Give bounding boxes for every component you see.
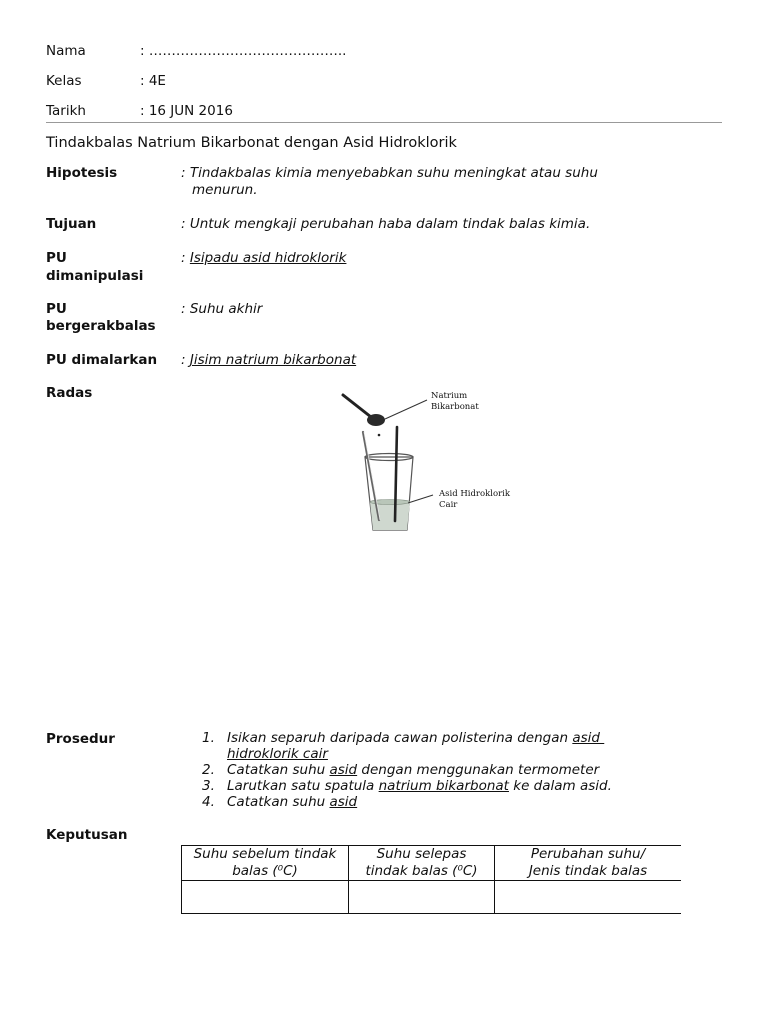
keputusan-label: Keputusan [46, 827, 128, 843]
step-underlined: natrium bikarbonat [378, 778, 509, 794]
table-cell-suhu-selepas[interactable] [349, 881, 495, 914]
radas-label: Radas [46, 385, 93, 401]
pu-bergerakbalas-label-1: PU [46, 301, 67, 317]
procedure-list [202, 730, 612, 810]
step-number: 4. [202, 794, 215, 810]
step-number: 3. [202, 778, 215, 794]
step-underlined: asid [329, 794, 358, 810]
pu-dimalarkan-text: Jisim natrium bikarbonat [189, 352, 357, 368]
step-text: Isikan separuh daripada cawan polisterina dengan [227, 730, 573, 746]
pu-dimanipulasi-value [181, 250, 346, 266]
step-text: Catatkan suhu [227, 794, 330, 810]
procedure-step-continuation [202, 746, 612, 762]
col-header-perubahan-suhu [495, 846, 682, 881]
tujuan-value: : Untuk mengkaji perubahan haba dalam tindak balas kimia. [181, 216, 591, 232]
pu-dimanipulasi-text: Isipadu asid hidroklorik [189, 250, 347, 266]
pu-dimalarkan-label: PU dimalarkan [46, 352, 158, 368]
step-text: Catatkan suhu [227, 762, 330, 778]
pu-dimanipulasi-label-1: PU [46, 250, 67, 266]
results-table-row [182, 881, 682, 914]
hipotesis-label: Hipotesis [46, 165, 118, 181]
apparatus-figure [335, 385, 535, 535]
col-header-suhu-selepas [349, 846, 495, 881]
results-table [181, 845, 681, 914]
hipotesis-line-1: : Tindakbalas kimia menyebabkan suhu meningkat atau suhu [181, 165, 598, 181]
header-divider [46, 122, 722, 123]
col-header-line: Suhu sebelum tindak [193, 846, 337, 862]
pu-dimanipulasi-label-2: dimanipulasi [46, 268, 144, 284]
kelas-label: Kelas [46, 73, 82, 89]
kelas-value: : 4E [140, 73, 166, 89]
nama-value: : …………………………………….. [140, 43, 347, 59]
prosedur-label: Prosedur [46, 731, 115, 747]
col-header-line: Suhu selepas [376, 846, 467, 862]
col-header-suhu-sebelum [182, 846, 349, 881]
figure-label-bikarbonat: Bikarbonat [431, 402, 479, 412]
step-underlined: asid [329, 762, 358, 778]
hipotesis-line-2: menurun. [192, 182, 258, 198]
step-number: 1. [202, 730, 215, 746]
step-text-after: ke dalam asid. [508, 778, 612, 794]
col-header-line: tindak balas (⁰C) [365, 863, 478, 879]
pu-dimalarkan-value [181, 352, 356, 368]
figure-label-natrium: Natrium [431, 391, 468, 401]
pu-bergerakbalas-label-2: bergerakbalas [46, 318, 156, 334]
step-text-after: dengan menggunakan termometer [357, 762, 600, 778]
step-text: Larutkan satu spatula [227, 778, 379, 794]
col-header-line: balas (⁰C) [232, 863, 298, 879]
tarikh-value: : 16 JUN 2016 [140, 103, 233, 119]
document-title: Tindakbalas Natrium Bikarbonat dengan Asid Hidroklorik [46, 135, 457, 151]
nama-label: Nama [46, 43, 86, 59]
pu-dimalarkan-prefix: : [181, 352, 190, 368]
step-number: 2. [202, 762, 215, 778]
tarikh-label: Tarikh [46, 103, 86, 119]
step-underlined: asid [572, 730, 605, 746]
tujuan-label: Tujuan [46, 216, 97, 232]
col-header-line: Jenis tindak balas [528, 863, 648, 879]
figure-label-asid-hidroklorik: Asid Hidroklorik [439, 489, 511, 499]
step-underlined: hidroklorik cair [227, 746, 328, 762]
table-cell-perubahan-suhu[interactable] [495, 881, 682, 914]
pu-bergerakbalas-value: : Suhu akhir [181, 301, 263, 317]
procedure-step [202, 730, 612, 746]
figure-label-cair: Cair [439, 500, 458, 510]
procedure-step [202, 778, 612, 794]
results-table-header-row [182, 846, 682, 881]
procedure-step [202, 794, 612, 810]
procedure-step [202, 762, 612, 778]
table-cell-suhu-sebelum[interactable] [182, 881, 349, 914]
pu-dimanipulasi-prefix: : [181, 250, 190, 266]
col-header-line: Perubahan suhu/ [530, 846, 646, 862]
